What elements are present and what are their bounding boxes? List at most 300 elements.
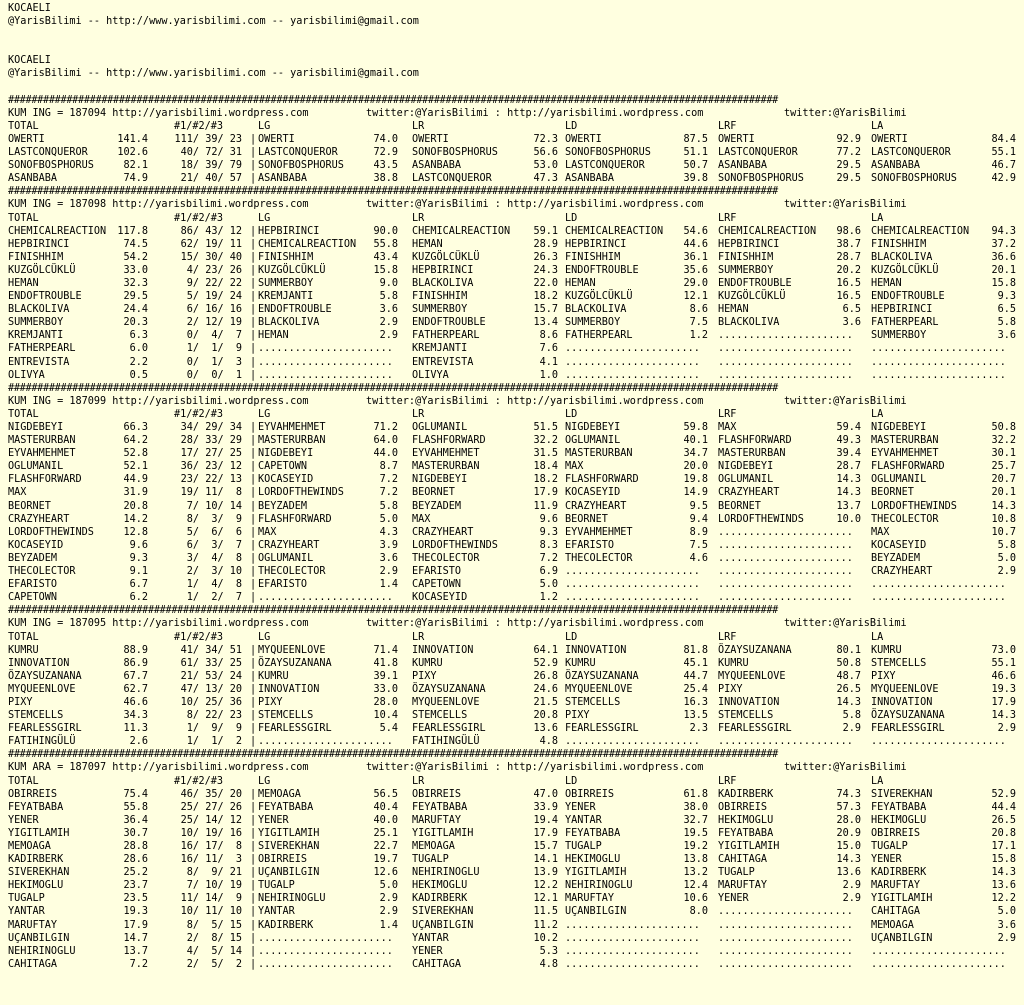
score-value: 19.5 xyxy=(683,827,708,839)
horse-name: KUMRU xyxy=(8,644,39,656)
horse-name: ...................... xyxy=(871,945,1006,957)
col-ld: LD xyxy=(565,120,578,132)
horse-name: UÇANBILGIN xyxy=(871,932,933,944)
score-value: 13.6 xyxy=(836,867,861,879)
horse-name: ASANBABA xyxy=(258,173,308,185)
col-lrf: LRF xyxy=(718,408,737,420)
horse-name: KOCASEYID xyxy=(8,539,64,551)
horse-name: LORDOFTHEWINDS xyxy=(8,526,94,538)
score-value: 56.6 xyxy=(533,147,558,159)
table-row xyxy=(8,159,1024,172)
horse-name: THECOLECTOR xyxy=(412,552,480,564)
section-title-row xyxy=(8,395,1024,408)
horse-name: ENTREVISTA xyxy=(412,356,474,368)
score-value: 26.5 xyxy=(991,814,1016,826)
total-score: 36.4 xyxy=(123,814,148,826)
table-row xyxy=(8,290,1024,303)
table-row xyxy=(8,329,1024,342)
horse-name: YANTAR xyxy=(8,906,45,918)
rank-counts: 16/ 11/ 3 xyxy=(180,854,242,866)
horse-name: SONOFBOSPHORUS xyxy=(258,160,344,172)
horse-name: HEPBIRINCI xyxy=(565,238,627,250)
rank-counts: 0/ 1/ 3 xyxy=(186,356,242,368)
total-score: 9.3 xyxy=(129,552,148,564)
horse-name: BLACKOLIVA xyxy=(871,251,933,263)
horse-name: MAX xyxy=(8,487,27,499)
horse-name: ...................... xyxy=(565,369,700,381)
score-value: 2.9 xyxy=(379,317,398,329)
horse-name: TUGALP xyxy=(565,841,602,852)
col-lg: LG xyxy=(258,408,271,420)
score-value: 9.3 xyxy=(997,291,1016,303)
section-title: KUM ING = 187094 http://yarisbilimi.wordpress.com xyxy=(8,107,309,119)
score-value: 5.0 xyxy=(379,513,398,525)
horse-name: ...................... xyxy=(565,356,700,368)
horse-name: ...................... xyxy=(258,356,393,368)
horse-name: YIGITLAMIH xyxy=(871,893,933,905)
table-row xyxy=(8,788,1024,801)
score-value: 42.9 xyxy=(991,173,1016,185)
col-ranks: #1/#2/#3 xyxy=(174,212,224,224)
total-score: 9.1 xyxy=(129,566,148,578)
total-score: 34.3 xyxy=(123,710,148,722)
score-value: 57.3 xyxy=(836,801,861,813)
table-row xyxy=(8,932,1024,945)
score-value: 14.3 xyxy=(991,710,1016,722)
horse-name: ...................... xyxy=(565,343,700,355)
horse-name: HEKIMOGLU xyxy=(412,880,468,892)
table-row xyxy=(8,486,1024,499)
horse-name: NIGDEBEYI xyxy=(412,474,468,486)
score-value: 16.5 xyxy=(836,291,861,303)
horse-name: MYQUEENLOVE xyxy=(718,670,786,682)
horse-name: KREMJANTI xyxy=(8,330,64,342)
total-score: 11.3 xyxy=(123,723,148,735)
horse-name: SUMMERBOY xyxy=(871,330,927,342)
horse-name: YIGITLAMIH xyxy=(258,827,320,839)
horse-name: NIGDEBEYI xyxy=(871,422,927,433)
rank-counts: 10/ 11/ 10 xyxy=(180,906,242,918)
score-value: 37.2 xyxy=(991,238,1016,250)
score-value: 8.0 xyxy=(689,906,708,918)
horse-name: OBIRREIS xyxy=(8,788,58,800)
rank-counts: 34/ 29/ 34 xyxy=(180,422,242,433)
horse-name: PIXY xyxy=(718,683,743,695)
horse-name: FEARLESSGIRL xyxy=(412,723,486,735)
horse-name: MASTERURBAN xyxy=(8,435,76,447)
score-value: 44.6 xyxy=(683,238,708,250)
total-score: 52.1 xyxy=(123,461,148,473)
col-lg: LG xyxy=(258,631,271,643)
total-score: 20.3 xyxy=(123,317,148,329)
score-value: 3.6 xyxy=(842,317,861,329)
horse-name: ...................... xyxy=(718,579,853,591)
total-score: 28.8 xyxy=(123,841,148,852)
score-value: 5.0 xyxy=(997,906,1016,918)
col-lr: LR xyxy=(412,212,425,224)
twitter-link: twitter:@YarisBilimi : http://yarisbilimi.wordpress.com xyxy=(366,762,704,774)
rank-counts: 5/ 6/ 6 xyxy=(186,526,242,538)
horse-name: BLACKOLIVA xyxy=(718,317,780,329)
horse-name: FLASHFORWARD xyxy=(412,435,486,447)
horse-name: HEMAN xyxy=(258,330,289,342)
score-value: 11.5 xyxy=(533,906,558,918)
col-ranks: #1/#2/#3 xyxy=(174,775,224,787)
horse-name: STEMCELLS xyxy=(258,710,314,722)
score-value: 55.1 xyxy=(991,657,1016,669)
score-value: 9.4 xyxy=(689,513,708,525)
score-value: 25.1 xyxy=(373,827,398,839)
horse-name: PIXY xyxy=(258,696,283,708)
total-score: 12.8 xyxy=(123,526,148,538)
score-value: 38.8 xyxy=(373,173,398,185)
horse-name: MAX xyxy=(718,422,737,433)
horse-name: KUZGÖLCÜKLÜ xyxy=(412,251,480,263)
horse-name: BEORNET xyxy=(718,500,761,512)
rank-counts: 7/ 10/ 14 xyxy=(186,500,242,512)
horse-name: SONOFBOSPHORUS xyxy=(412,147,498,159)
score-value: 7.2 xyxy=(539,552,558,564)
horse-name: PIXY xyxy=(565,710,590,722)
score-value: 39.8 xyxy=(683,173,708,185)
pipe-divider: | xyxy=(250,225,257,237)
table-row xyxy=(8,225,1024,238)
horse-name: MASTERURBAN xyxy=(871,435,939,447)
score-value: 59.1 xyxy=(533,225,558,237)
pipe-divider: | xyxy=(250,552,257,564)
horse-name: MYQUEENLOVE xyxy=(8,683,76,695)
total-score: 64.2 xyxy=(123,435,148,447)
score-value: 20.0 xyxy=(683,461,708,473)
total-score: 13.7 xyxy=(123,945,148,957)
score-value: 59.4 xyxy=(836,422,861,433)
horse-name: ASANBABA xyxy=(8,173,58,185)
horse-name: OBIRREIS xyxy=(871,827,921,839)
score-value: 9.3 xyxy=(539,526,558,538)
pipe-divider: | xyxy=(250,788,257,800)
table-row xyxy=(8,657,1024,670)
table-row xyxy=(8,342,1024,355)
horse-name: FEARLESSGIRL xyxy=(8,723,82,735)
score-value: 14.3 xyxy=(836,854,861,866)
horse-name: KUZGÖLCÜKLÜ xyxy=(565,291,633,303)
section-title-row xyxy=(8,107,1024,120)
col-la: LA xyxy=(871,120,884,132)
horse-name: YENER xyxy=(565,801,596,813)
score-value: 20.8 xyxy=(991,827,1016,839)
score-value: 15.7 xyxy=(533,304,558,316)
horse-name: KREMJANTI xyxy=(258,291,314,303)
horse-name: BEORNET xyxy=(412,487,455,499)
pipe-divider: | xyxy=(250,526,257,538)
table-row xyxy=(8,905,1024,918)
score-value: 3.6 xyxy=(997,919,1016,931)
col-ranks: #1/#2/#3 xyxy=(174,408,224,420)
rank-counts: 61/ 33/ 25 xyxy=(180,657,242,669)
score-value: 12.2 xyxy=(533,880,558,892)
score-value: 47.3 xyxy=(533,173,558,185)
total-score: 17.9 xyxy=(123,919,148,931)
pipe-divider: | xyxy=(250,356,257,368)
pipe-divider: | xyxy=(250,657,257,669)
rank-counts: 21/ 40/ 57 xyxy=(180,173,242,185)
horse-name: LASTCONQUEROR xyxy=(412,173,492,185)
horse-name: OLIVYA xyxy=(8,369,45,381)
score-value: 35.6 xyxy=(683,264,708,276)
horse-name: FATIHINGÜLÜ xyxy=(8,736,76,748)
total-score: 6.0 xyxy=(129,343,148,355)
horse-name: LORDOFTHEWINDS xyxy=(412,539,498,551)
pipe-divider: | xyxy=(250,251,257,263)
horse-name: ...................... xyxy=(718,526,853,538)
horse-name: HEMAN xyxy=(412,238,443,250)
score-value: 2.9 xyxy=(997,932,1016,944)
score-value: 19.8 xyxy=(683,474,708,486)
pipe-divider: | xyxy=(250,264,257,276)
horse-name: KUZGÖLCÜKLÜ xyxy=(258,264,326,276)
horse-name: KADIRBERK xyxy=(8,854,64,866)
horse-name: KUZGÖLCÜKLÜ xyxy=(718,291,786,303)
total-score: 29.5 xyxy=(123,291,148,303)
horse-name: MEMOAGA xyxy=(8,841,51,852)
horse-name: FINISHHIM xyxy=(8,251,64,263)
horse-name: CHEMICALREACTION xyxy=(565,225,664,237)
horse-name: YIGITLAMIH xyxy=(8,827,70,839)
horse-name: HEPBIRINCI xyxy=(412,264,474,276)
score-value: 26.3 xyxy=(533,251,558,263)
horse-name: TUGALP xyxy=(412,854,449,866)
col-la: LA xyxy=(871,408,884,420)
rank-counts: 23/ 22/ 13 xyxy=(180,474,242,486)
horse-name: CRAZYHEART xyxy=(871,566,933,578)
total-score: 117.8 xyxy=(117,225,148,237)
score-value: 12.1 xyxy=(533,893,558,905)
score-value: 28.0 xyxy=(373,696,398,708)
horse-name: KUZGÖLCÜKLÜ xyxy=(871,264,939,276)
score-value: 72.3 xyxy=(533,133,558,145)
col-total: TOTAL xyxy=(8,775,39,787)
score-value: 38.0 xyxy=(683,801,708,813)
pipe-divider: | xyxy=(250,474,257,486)
score-value: 20.7 xyxy=(991,474,1016,486)
section-title: KUM ING = 187098 http://yarisbilimi.wordpress.com xyxy=(8,199,309,211)
score-value: 5.0 xyxy=(997,552,1016,564)
score-value: 5.8 xyxy=(842,710,861,722)
score-value: 15.7 xyxy=(533,841,558,852)
horse-name: FLASHFORWARD xyxy=(258,513,332,525)
horse-name: ...................... xyxy=(565,736,700,748)
pipe-divider: | xyxy=(250,906,257,918)
score-value: 8.7 xyxy=(379,461,398,473)
rank-counts: 47/ 13/ 20 xyxy=(180,683,242,695)
horse-name: ...................... xyxy=(718,330,853,342)
pipe-divider: | xyxy=(250,277,257,289)
total-score: 102.6 xyxy=(117,147,148,159)
horse-name: THECOLECTOR xyxy=(258,566,326,578)
horse-name: TUGALP xyxy=(8,893,45,905)
horse-name: KUMRU xyxy=(412,657,443,669)
score-value: 29.5 xyxy=(836,173,861,185)
horse-name: OBIRREIS xyxy=(412,788,462,800)
horse-name: ...................... xyxy=(258,369,393,381)
score-value: 36.1 xyxy=(683,251,708,263)
table-row xyxy=(8,591,1024,604)
horse-name: FLASHFORWARD xyxy=(565,474,639,486)
pipe-divider: | xyxy=(250,854,257,866)
score-value: 13.4 xyxy=(533,317,558,329)
horse-name: MEMOAGA xyxy=(871,919,914,931)
table-row xyxy=(8,473,1024,486)
col-lr: LR xyxy=(412,775,425,787)
table-row xyxy=(8,696,1024,709)
separator-line: #################################################################################################################################### xyxy=(8,605,779,617)
score-value: 3.9 xyxy=(379,539,398,551)
total-score: 20.8 xyxy=(123,500,148,512)
horse-name: FEARLESSGIRL xyxy=(565,723,639,735)
horse-name: STEMCELLS xyxy=(8,710,64,722)
horse-name: BEYZADEM xyxy=(412,500,462,512)
horse-name: YENER xyxy=(8,814,39,826)
horse-name: BEORNET xyxy=(565,513,608,525)
pipe-divider: | xyxy=(250,133,257,145)
horse-name: NIGDEBEYI xyxy=(258,448,314,460)
score-value: 71.2 xyxy=(373,422,398,433)
score-value: 8.6 xyxy=(689,304,708,316)
pipe-divider: | xyxy=(250,147,257,159)
horse-name: KOCASEYID xyxy=(565,487,621,499)
horse-name: LASTCONQUEROR xyxy=(565,160,645,172)
horse-name: FINISHHIM xyxy=(718,251,774,263)
table-row xyxy=(8,500,1024,513)
score-value: 28.9 xyxy=(533,238,558,250)
col-lrf: LRF xyxy=(718,775,737,787)
score-value: 10.4 xyxy=(373,710,398,722)
score-value: 18.2 xyxy=(533,474,558,486)
pipe-divider: | xyxy=(250,736,257,748)
horse-name: LASTCONQUEROR xyxy=(258,147,338,159)
score-value: 44.7 xyxy=(683,670,708,682)
horse-name: OGLUMANIL xyxy=(258,552,314,564)
total-score: 46.6 xyxy=(123,696,148,708)
table-row xyxy=(8,840,1024,853)
score-value: 13.5 xyxy=(683,710,708,722)
table-row xyxy=(8,814,1024,827)
table-row xyxy=(8,539,1024,552)
table-row xyxy=(8,670,1024,683)
score-value: 13.9 xyxy=(533,867,558,879)
total-score: 82.1 xyxy=(123,160,148,172)
horse-name: BEYZADEM xyxy=(258,500,308,512)
table-row xyxy=(8,683,1024,696)
total-score: 28.6 xyxy=(123,854,148,866)
score-value: 11.2 xyxy=(533,919,558,931)
pipe-divider: | xyxy=(250,369,257,381)
horse-name: HEKIMOGLU xyxy=(565,854,621,866)
horse-name: FINISHHIM xyxy=(258,251,314,263)
rank-counts: 10/ 19/ 16 xyxy=(180,827,242,839)
score-value: 54.6 xyxy=(683,225,708,237)
score-value: 1.2 xyxy=(539,592,558,604)
horse-name: SONOFBOSPHORUS xyxy=(565,147,651,159)
score-value: 94.3 xyxy=(991,225,1016,237)
score-value: 9.0 xyxy=(379,277,398,289)
score-value: 18.2 xyxy=(533,291,558,303)
section-title: KUM ARA = 187097 http://yarisbilimi.wordpress.com xyxy=(8,762,309,774)
horse-name: CHEMICALREACTION xyxy=(8,225,107,237)
pipe-divider: | xyxy=(250,566,257,578)
horse-name: MARUFTAY xyxy=(412,814,462,826)
score-value: 19.4 xyxy=(533,814,558,826)
pipe-divider: | xyxy=(250,644,257,656)
score-value: 2.9 xyxy=(842,880,861,892)
score-value: 4.1 xyxy=(539,356,558,368)
horse-name: BEORNET xyxy=(871,487,914,499)
horse-name: HEKIMOGLU xyxy=(871,814,927,826)
horse-name: ...................... xyxy=(718,958,853,970)
score-value: 25.7 xyxy=(991,461,1016,473)
horse-name: ...................... xyxy=(871,579,1006,591)
total-score: 14.2 xyxy=(123,513,148,525)
horse-name: OGLUMANIL xyxy=(871,474,927,486)
horse-name: ASANBABA xyxy=(565,173,615,185)
horse-name: OWERTI xyxy=(412,133,449,145)
score-value: 20.1 xyxy=(991,487,1016,499)
horse-name: NIGDEBEYI xyxy=(565,422,621,433)
col-la: LA xyxy=(871,631,884,643)
pipe-divider: | xyxy=(250,513,257,525)
score-value: 32.2 xyxy=(991,435,1016,447)
horse-name: YIGITLAMIH xyxy=(718,841,780,852)
horse-name: SIVEREKHAN xyxy=(412,906,474,918)
score-value: 5.4 xyxy=(379,723,398,735)
horse-name: HEMAN xyxy=(565,277,596,289)
horse-name: FLASHFORWARD xyxy=(8,474,82,486)
rank-counts: 1/ 1/ 2 xyxy=(186,736,242,748)
score-value: 9.5 xyxy=(689,500,708,512)
horse-name: ASANBABA xyxy=(871,160,921,172)
score-value: 13.2 xyxy=(683,867,708,879)
score-value: 30.1 xyxy=(991,448,1016,460)
horse-name: OGLUMANIL xyxy=(718,474,774,486)
horse-name: OGLUMANIL xyxy=(8,461,64,473)
twitter-handle: twitter:@YarisBilimi xyxy=(784,199,907,211)
horse-name: NIGDEBEYI xyxy=(718,461,774,473)
table-row xyxy=(8,552,1024,565)
table-row xyxy=(8,945,1024,958)
horse-name: FLASHFORWARD xyxy=(871,461,945,473)
horse-name: KADIRBERK xyxy=(258,919,314,931)
table-row xyxy=(8,644,1024,657)
rank-counts: 8/ 9/ 21 xyxy=(186,867,242,879)
twitter-link: twitter:@YarisBilimi : http://yarisbilimi.wordpress.com xyxy=(366,199,704,211)
horse-name: INNOVATION xyxy=(8,657,70,669)
column-header-row xyxy=(8,631,1024,644)
twitter-link: twitter:@YarisBilimi : http://yarisbilimi.wordpress.com xyxy=(366,107,704,119)
score-value: 71.4 xyxy=(373,644,398,656)
contact-line-repeat: @YarisBilimi -- http://www.yarisbilimi.com -- yarisbilimi@gmail.com xyxy=(8,68,419,80)
horse-name: FATHERPEARL xyxy=(412,330,480,342)
horse-name: SUMMERBOY xyxy=(565,317,621,329)
rank-counts: 17/ 27/ 25 xyxy=(180,448,242,460)
score-value: 73.0 xyxy=(991,644,1016,656)
rank-counts: 3/ 4/ 8 xyxy=(186,552,242,564)
horse-name: SIVEREKHAN xyxy=(258,841,320,852)
horse-name: EFARISTO xyxy=(412,566,462,578)
table-row xyxy=(8,735,1024,748)
score-value: 14.3 xyxy=(991,500,1016,512)
pipe-divider: | xyxy=(250,958,257,970)
horse-name: ...................... xyxy=(718,919,853,931)
